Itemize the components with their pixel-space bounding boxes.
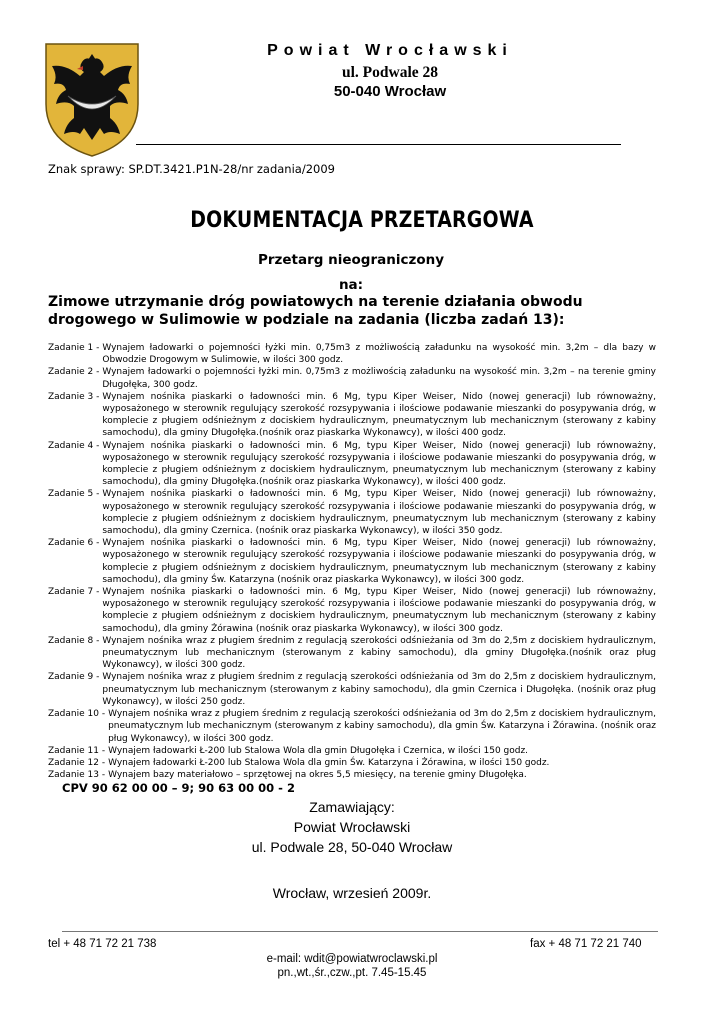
footer-fax: fax + 48 71 72 21 740	[530, 938, 642, 950]
task-label: Zadanie 12 -	[48, 757, 106, 768]
task-label: Zadanie 13 -	[48, 770, 106, 781]
task-item	[48, 366, 656, 390]
task-item	[48, 440, 656, 489]
task-label: Zadanie 10 -	[48, 709, 106, 720]
footer-email: e-mail: wdit@powiatwroclawski.pl	[266, 953, 438, 965]
task-item	[48, 342, 656, 366]
task-label: Zadanie 6 -	[48, 538, 100, 549]
task-text: Wynajem ładowarki o pojemności łyżki min. 0,75m3 z możliwością załadunku na wysokość min. 3,2m – dla bazy w Obwodzie Drogowym w Sulimowie, w ilości 300 godz.	[102, 343, 656, 366]
na-label: na:	[338, 277, 364, 293]
task-item	[48, 769, 656, 781]
place-date: Wrocław, wrzesień 2009r.	[272, 885, 432, 901]
task-item	[48, 757, 656, 769]
task-text: Wynajem nośnika piaskarki o ładowności min. 6 Mg, typu Kiper Weiser, Nido (nowej generacji) lub równoważny, wyposażonego w sterownik regulujący szerokość rozsypywania i ilościowe podawanie mieszanki do posypywania dróg, w komplecie z pługiem odśnieżnym z dociskiem hydraulicznym, pneumatycznym lub mechanicznym (sterowany z kabiny samochodu), dla gminy Żórawina (nośnik oraz piaskarka Wykonawcy), w ilości 300 godz.	[102, 587, 656, 634]
task-list	[48, 342, 656, 796]
task-text: Wynajem ładowarki Ł-200 lub Stalowa Wola dla gmin Długołęka i Czernica, w ilości 150 godz.	[108, 745, 529, 756]
orderer-address: ul. Podwale 28, 50-040 Wrocław	[251, 839, 453, 855]
task-item	[48, 635, 656, 672]
footer-office-hours: pn.,wt.,śr.,czw.,pt. 7.45-15.45	[277, 967, 427, 979]
tender-type: Przetarg nieograniczony	[257, 252, 445, 268]
task-text: Wynajem ładowarki o pojemności łyżki min. 0,75m3 z możliwością załadunku na wysokość min. 3,2m – na terenie gminy Długołęka, 300 godz.	[102, 367, 656, 390]
task-item	[48, 708, 656, 745]
footer-divider	[62, 931, 658, 932]
task-text: Wynajem bazy materiałowo – sprzętowej na okres 5,5 miesięcy, na terenie gminy Długołęka.	[108, 770, 527, 781]
task-text: Wynajem nośnika wraz z pługiem średnim z regulacją szerokości odśnieżania od 3m do 2,5m z dociskiem hydraulicznym, pneumatycznym lub mechanicznym (sterowanym z kabiny samochodu), dla gmin Czernica i Długołęka. (nośnik oraz pług Wykonawcy), w ilości 250 godz.	[102, 672, 656, 707]
task-item	[48, 391, 656, 440]
task-item	[48, 586, 656, 635]
task-label: Zadanie 5 -	[48, 489, 100, 500]
orderer-name: Powiat Wrocławski	[293, 819, 411, 835]
task-item	[48, 488, 656, 537]
orderer-block	[200, 797, 504, 857]
cpv-codes: CPV 90 62 00 00 – 9; 90 63 00 00 - 2	[62, 781, 295, 796]
task-label: Zadanie 4 -	[48, 440, 100, 451]
task-text: Wynajem nośnika piaskarki o ładowności min. 6 Mg, typu Kiper Weiser, Nido (nowej generacji) lub równoważny, wyposażonego w sterownik regulujący szerokość rozsypywania i ilościowe podawanie mieszanki do posypywania dróg, w komplecie z pługiem odśnieżnym z dociskiem hydraulicznym, pneumatycznym lub mechanicznym (sterowany z kabiny samochodu), dla gminy Czernica. (nośnik oraz piaskarka Wykonawcy), w ilości 350 godz.	[102, 489, 656, 537]
org-street: ul. Podwale 28	[341, 64, 439, 81]
document-title: DOKUMENTACJA PRZETARGOWA	[190, 208, 534, 233]
task-label: Zadanie 1 -	[48, 343, 100, 353]
task-label: Zadanie 2 -	[48, 367, 100, 378]
header-divider	[136, 144, 621, 145]
task-label: Zadanie 8 -	[48, 635, 100, 646]
task-label: Zadanie 7 -	[48, 587, 100, 598]
task-item	[48, 671, 656, 708]
task-label: Zadanie 9 -	[48, 672, 100, 683]
task-text: Wynajem nośnika wraz z pługiem średnim z regulacją szerokości odśnieżania od 3m do 2,5m z dociskiem hydraulicznym, pneumatycznym lub mechanicznym (sterowanym z kabiny samochodu), dla gminy Długołęka.(nośnik oraz pług Wykonawcy), w ilości 300 godz.	[102, 635, 656, 671]
task-text: Wynajem nośnika piaskarki o ładowności min. 6 Mg, typu Kiper Weiser, Nido (nowej generacji) lub równoważny, wyposażonego w sterownik regulujący szerokość rozsypywania i ilościowe podawanie mieszanki do posypywania dróg, w komplecie z pługiem odśnieżnym z dociskiem hydraulicznym, pneumatycznym lub mechanicznym (sterowany z kabiny samochodu), dla gminy Długołęka.(nośnik oraz piaskarka Wykonawcy), w ilości 400 godz.	[102, 440, 656, 488]
task-text: Wynajem nośnika piaskarki o ładowności min. 6 Mg, typu Kiper Weiser, Nido (nowej generacji) lub równoważny, wyposażonego w sterownik regulujący szerokość rozsypywania i ilościowe podawanie mieszanki do posypywania dróg, w komplecie z pługiem odśnieżnym z dociskiem hydraulicznym, pneumatycznym lub mechanicznym (sterowany z kabiny samochodu), dla gminy Św. Katarzyna (nośnik oraz piaskarka Wykonawcy), w ilości 300 godz.	[102, 538, 656, 585]
coat-of-arms-emblem	[44, 42, 140, 158]
task-text: Wynajem nośnika wraz z pługiem średnim z regulacją szerokości odśnieżania od 3m do 2,5m z dociskiem hydraulicznym, pneumatycznym lub mechanicznym (sterowanym z kabiny samochodu), dla gmin Św. Katarzyna i Żórawina. (nośnik oraz pług Wykonawcy), w ilości 300 godz.	[108, 709, 656, 744]
orderer-label: Zamawiający:	[309, 799, 395, 815]
tender-subject: Zimowe utrzymanie dróg powiatowych na terenie działania obwodu drogowego w Sulimowie w podziale na zadania (liczba zadań 13):	[48, 294, 583, 328]
org-name: Powiat Wrocławski	[267, 42, 513, 59]
task-item	[48, 537, 656, 586]
case-number: Znak sprawy: SP.DT.3421.P1N-28/nr zadania/2009	[48, 162, 335, 176]
task-text: Wynajem nośnika piaskarki o ładowności min. 6 Mg, typu Kiper Weiser, Nido (nowej generacji) lub równoważny, wyposażonego w sterownik regulujący szerokość rozsypywania i ilościowe podawanie mieszanki do posypywania dróg, w komplecie z pługiem odśnieżnym z dociskiem hydraulicznym, pneumatycznym lub mechanicznym (sterowany z kabiny samochodu), dla gminy Długołęka.(nośnik oraz piaskarka Wykonawcy), w ilości 400 godz.	[102, 391, 656, 439]
footer-phone: tel + 48 71 72 21 738	[48, 938, 157, 950]
org-city: 50-040 Wrocław	[333, 83, 447, 100]
task-text: Wynajem ładowarki Ł-200 lub Stalowa Wola dla gmin Św. Katarzyna i Żórawina, w ilości 150 godz.	[108, 757, 550, 768]
task-label: Zadanie 11 -	[48, 745, 106, 756]
task-label: Zadanie 3 -	[48, 391, 100, 402]
task-item	[48, 745, 656, 757]
